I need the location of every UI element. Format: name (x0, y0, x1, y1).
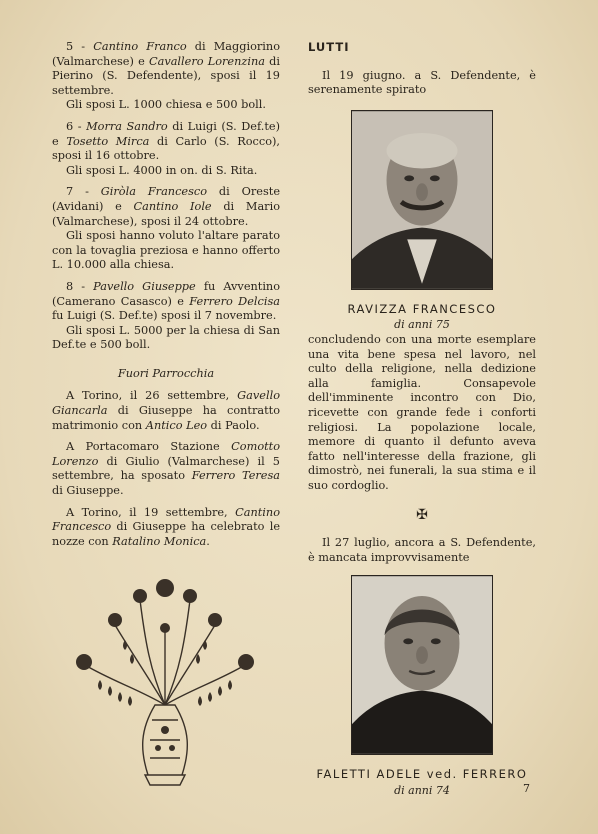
outside-weddings-list (52, 389, 280, 549)
lutti-heading: LUTTI (308, 40, 350, 54)
left-column (52, 40, 280, 556)
wedding-announcement (52, 185, 280, 229)
wedding-offering (52, 164, 280, 179)
text-run: . (206, 534, 210, 548)
person-name: Cavallero Lorenzina (148, 54, 265, 68)
text-run: fu Avventino (Camerano Casasco) e (52, 279, 281, 308)
deceased-age-2: di anni 74 (394, 783, 450, 797)
wedding-offering (52, 98, 280, 113)
portrait-photo-faletti (351, 575, 493, 755)
person-name: Ferrero Delcisa (189, 294, 280, 308)
text-run: di Carlo (S. Rocco), sposi il 16 ottobre. (52, 134, 281, 163)
text-run: di Oreste (Avidani) e (52, 185, 281, 213)
person-name: Antico Leo (145, 418, 208, 432)
person-name: Morra Sandro (86, 119, 168, 133)
text-run: Gli sposi L. 4000 in on. di S. Rita. (66, 163, 258, 177)
page-number: 7 (523, 782, 530, 795)
wedding-offering (52, 324, 280, 353)
deceased-age-1: di anni 75 (394, 318, 450, 332)
person-name: Pavello Giuseppe (93, 279, 196, 293)
text-run: Gli sposi hanno voluto l'altare parato con la tovaglia preziosa e hanno offerto L. 10.000 alla chiesa. (52, 229, 280, 272)
wedding-entry (52, 280, 280, 353)
text-run: Gli sposi L. 5000 per la chiesa di San Def.te e 500 boll. (52, 323, 280, 352)
portrait-photo-ravizza (351, 110, 493, 290)
outside-wedding-text (52, 389, 280, 433)
text-run: di Giuseppe ha celebrato le nozze con (52, 520, 280, 548)
person-name: Cantino Iole (133, 199, 212, 213)
text-run: di Luigi (S. Def.te) e (52, 119, 280, 148)
text-run: 5 - (66, 40, 94, 53)
person-name: Ferrero Teresa (191, 469, 281, 483)
wedding-announcement (52, 120, 280, 164)
wedding-entry (52, 185, 280, 273)
text-run: Gli sposi L. 1000 chiesa e 500 boll. (66, 98, 267, 112)
text-run: di Giuseppe. (52, 484, 124, 498)
person-name: Comotto Lorenzo (52, 440, 280, 468)
wedding-announcement (52, 280, 280, 324)
text-run: A Portacomaro Stazione (66, 440, 232, 454)
weddings-list (52, 40, 280, 353)
person-name: Giròla Francesco (100, 185, 208, 199)
outside-wedding-entry (52, 506, 280, 550)
section-title-fuori-parrocchia: Fuori Parrocchia (117, 366, 215, 380)
right-column (308, 40, 536, 798)
text-run: di Giulio (Valmarchese) il 5 settembre, ha sposato (52, 454, 280, 483)
text-run: di Pierino (S. Defendente), sposi il 19 settembre. (52, 54, 280, 97)
text-run: di Giuseppe ha contratto matrimonio con (52, 404, 280, 432)
deceased-name-2: FALETTI ADELE ved. FERRERO (316, 767, 528, 782)
wedding-entry (52, 40, 280, 113)
outside-wedding-text (52, 506, 280, 550)
obituary-intro-1: Il 19 giugno. a S. Defendente, è serenamente spirato (308, 68, 536, 97)
outside-wedding-entry (52, 389, 280, 433)
text-run: A Torino, il 19 settembre, (66, 505, 236, 519)
wedding-offering (52, 229, 280, 273)
wedding-announcement (52, 40, 280, 98)
outside-wedding-entry (52, 440, 280, 498)
wedding-entry (52, 120, 280, 178)
text-run: 8 - (66, 279, 94, 293)
text-run: di Paolo. (207, 418, 260, 432)
person-name: Gavello Giancarla (52, 389, 280, 418)
text-run: di Mario (Valmarchese), sposi il 24 ottobre. (52, 199, 280, 228)
obituary-body-1: concludendo con una morte esemplare una vita bene spesa nel lavoro, nel culto della religione, nella dedizione alla famiglia. Consapevole dell'imminente incontro con Dio, ricevette con grande fede i conforti religiosi. La popolazione locale, memore di quanto il defunto aveva fatto nell'interesse della frazione, gli dimostrò, nei funerali, la sua stima e il suo cordoglio. (308, 332, 536, 492)
text-run: di Maggiorino (Valmarchese) e (52, 40, 280, 68)
text-run: 7 - (66, 185, 101, 199)
outside-wedding-text (52, 440, 280, 498)
text-run: 6 - (66, 119, 87, 133)
cross-icon: ✠ (416, 506, 428, 523)
person-name: Cantino Francesco (52, 505, 280, 534)
person-name: Tosetto Mirca (66, 134, 150, 148)
obituary-intro-2: Il 27 luglio, ancora a S. Defendente, è mancata improvvisamente (308, 536, 536, 564)
text-run: fu Luigi (S. Def.te) sposi il 7 novembre. (52, 309, 277, 323)
person-name: Cantino Franco (93, 40, 187, 53)
flower-vase-ornament (70, 570, 260, 795)
person-name: Ratalino Monica (112, 534, 207, 548)
deceased-name-1: RAVIZZA FRANCESCO (347, 301, 497, 316)
text-run: A Torino, il 26 settembre, (66, 389, 238, 403)
